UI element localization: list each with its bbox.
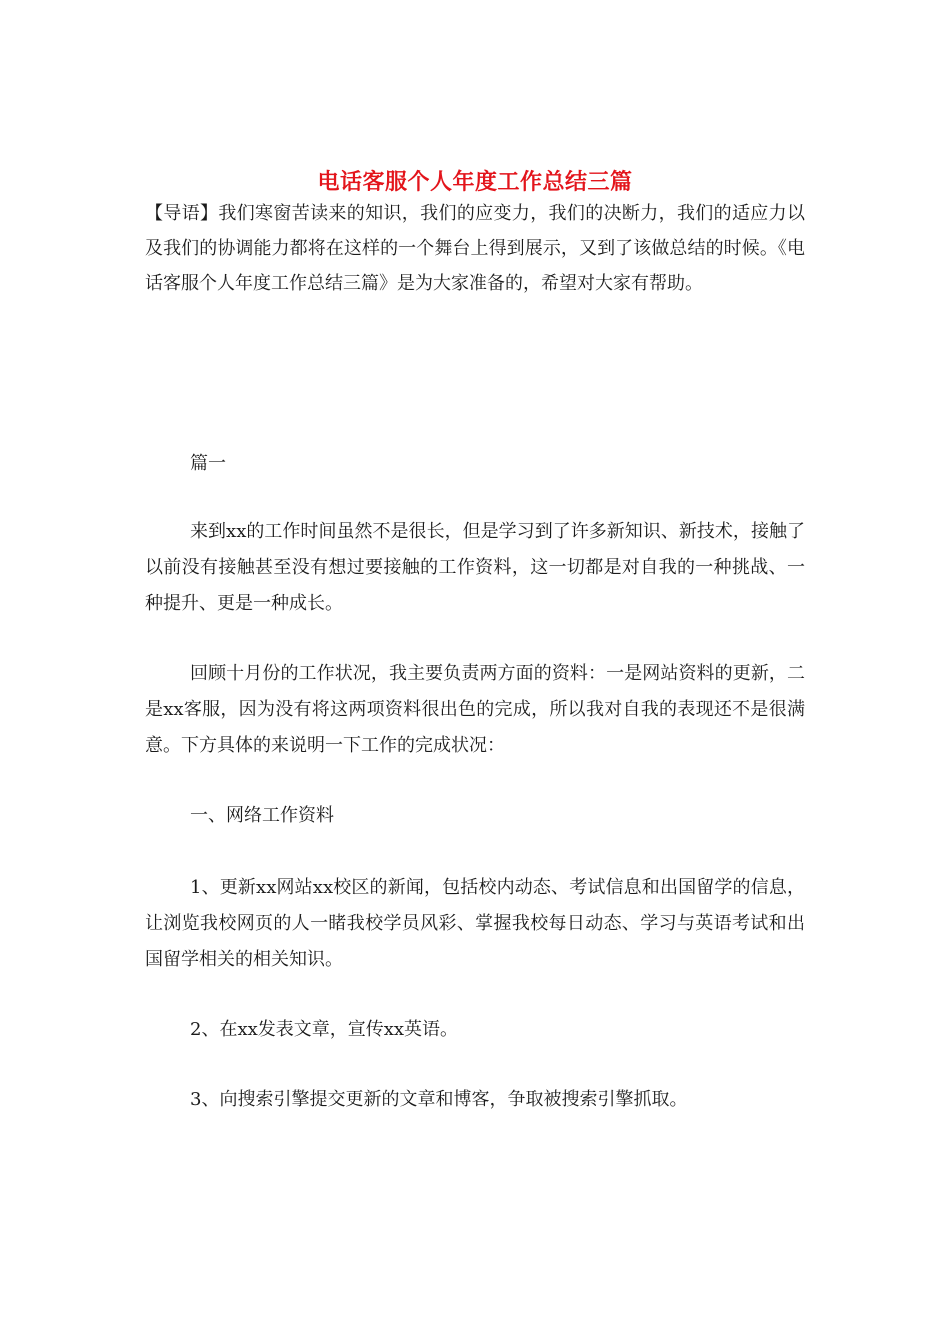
document-title: 电话客服个人年度工作总结三篇 (317, 168, 633, 195)
list-item: 1、更新xx网站xx校区的新闻，包括校内动态、考试信息和出国留学的信息，让浏览我校网页的人一睹我校学员风彩、掌握我校每日动态、学习与英语考试和出国留学相关的相关知识。 (145, 877, 805, 970)
intro-paragraph: 【导语】我们寒窗苦读来的知识，我们的应变力，我们的决断力，我们的适应力以及我们的协调能力都将在这样的一个舞台上得到展示，又到了该做总结的时候。《电话客服个人年度工作总结三篇》是为大家准备的，希望对大家有帮助。 (145, 203, 805, 294)
body-paragraph: 回顾十月份的工作状况，我主要负责两方面的资料：一是网站资料的更新，二是xx客服，因为没有将这两项资料很出色的完成，所以我对自我的表现还不是很满意。下方具体的来说明一下工作的完成状况： (145, 663, 805, 756)
list-item: 2、在xx发表文章，宣传xx英语。 (190, 1019, 459, 1040)
section-heading: 篇一 (190, 453, 226, 474)
list-item: 3、向搜索引擎提交更新的文章和博客，争取被搜索引擎抓取。 (190, 1089, 688, 1110)
subsection-heading: 一、网络工作资料 (190, 805, 334, 826)
body-paragraph: 来到xx的工作时间虽然不是很长，但是学习到了许多新知识、新技术，接触了以前没有接触甚至没有想过要接触的工作资料，这一切都是对自我的一种挑战、一种提升、更是一种成长。 (145, 521, 805, 614)
